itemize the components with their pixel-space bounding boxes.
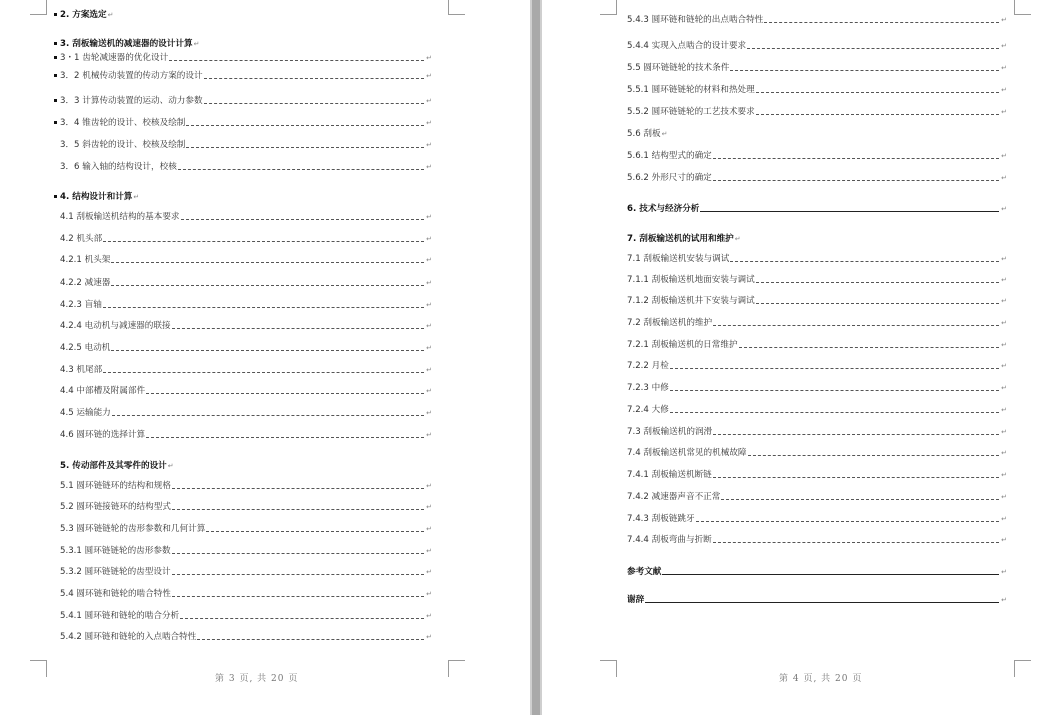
paragraph-mark-icon: ↵ xyxy=(1001,42,1007,50)
paragraph-mark-icon: ↵ xyxy=(426,568,432,576)
toc-entry-title: 7.2.3 中修 xyxy=(627,383,669,393)
toc-entry-title: 4.3 机尾部 xyxy=(60,365,103,375)
paragraph-mark-icon: ↵ xyxy=(107,11,114,19)
toc-dot-leader xyxy=(204,103,425,104)
toc-entry[interactable] xyxy=(60,458,432,472)
toc-entry[interactable] xyxy=(627,201,1007,215)
toc-dot-leader xyxy=(756,114,999,115)
paragraph-mark-icon: ↵ xyxy=(1001,493,1007,501)
toc-entry-title: 7.1 刮板输送机安装与调试 xyxy=(627,254,730,264)
toc-entry[interactable] xyxy=(627,564,1007,578)
paragraph-mark-icon: ↵ xyxy=(426,72,432,80)
paragraph-mark-icon: ↵ xyxy=(1001,108,1007,116)
toc-entry[interactable] xyxy=(627,592,1007,606)
toc-dot-leader xyxy=(180,618,424,619)
toc-entry[interactable] xyxy=(627,231,1007,245)
toc-entry[interactable] xyxy=(60,137,432,151)
paragraph-mark-icon: ↵ xyxy=(1001,152,1007,160)
toc-entry[interactable] xyxy=(627,358,1007,372)
toc-entry[interactable] xyxy=(60,586,432,600)
toc-dot-leader xyxy=(172,553,425,554)
toc-dot-leader xyxy=(181,219,425,220)
paragraph-mark-icon: ↵ xyxy=(426,163,432,171)
toc-entry[interactable] xyxy=(627,251,1007,265)
paragraph-mark-icon: ↵ xyxy=(1001,406,1007,414)
toc-entry[interactable] xyxy=(627,402,1007,416)
toc-entry-title: 7.1.1 刮板输送机地面安装与调试 xyxy=(627,275,755,285)
toc-dot-leader xyxy=(186,147,424,148)
crop-mark-bottom-right xyxy=(448,660,465,677)
toc-entry-title: 7.2.2 月检 xyxy=(627,361,669,371)
toc-entry[interactable] xyxy=(627,445,1007,459)
toc-entry[interactable] xyxy=(627,293,1007,307)
toc-dot-leader xyxy=(172,488,424,489)
paragraph-mark-icon: ↵ xyxy=(1001,276,1007,284)
paragraph-mark-icon: ↵ xyxy=(426,141,432,149)
toc-entry-title: 5.2 圆环链接链环的结构型式 xyxy=(60,502,171,512)
toc-dot-leader xyxy=(197,639,424,640)
toc-entry[interactable] xyxy=(60,275,432,289)
paragraph-mark-icon: ↵ xyxy=(734,235,741,243)
toc-entry[interactable] xyxy=(60,7,432,21)
toc-entry[interactable] xyxy=(60,564,432,578)
paragraph-mark-icon: ↵ xyxy=(193,40,200,48)
toc-dot-leader xyxy=(713,180,999,181)
toc-dot-leader xyxy=(756,92,999,93)
toc-dot-leader xyxy=(172,328,425,329)
toc-entry[interactable] xyxy=(627,489,1007,503)
crop-mark-bottom-left xyxy=(30,660,47,677)
toc-entry-title: 5.4.2 圆环链和链轮的入点啮合特性 xyxy=(60,632,197,642)
toc-entry[interactable] xyxy=(60,499,432,513)
toc-entry-title: 4.2.5 电动机 xyxy=(60,343,111,353)
toc-entry[interactable] xyxy=(627,315,1007,329)
paragraph-mark-icon: ↵ xyxy=(426,344,432,352)
toc-entry[interactable] xyxy=(627,511,1007,525)
toc-entry-title: 4.2.1 机头架 xyxy=(60,255,111,265)
paragraph-mark-icon: ↵ xyxy=(426,482,432,490)
paragraph-mark-icon: ↵ xyxy=(1001,536,1007,544)
toc-entry[interactable] xyxy=(60,68,432,82)
paragraph-mark-icon: ↵ xyxy=(426,119,432,127)
toc-dot-leader xyxy=(186,125,424,126)
toc-entry[interactable] xyxy=(627,532,1007,546)
page-gap-divider xyxy=(530,0,542,715)
toc-dot-leader xyxy=(700,211,999,212)
toc-entry-title: 5.3.1 圆环链链轮的齿形参数 xyxy=(60,546,171,556)
toc-entry[interactable] xyxy=(627,126,1007,140)
toc-entry[interactable] xyxy=(627,272,1007,286)
toc-entry[interactable] xyxy=(60,189,432,203)
toc-dot-leader xyxy=(713,325,999,326)
toc-entry[interactable] xyxy=(60,608,432,622)
crop-mark-bottom-left xyxy=(600,660,617,677)
paragraph-mark-icon: ↵ xyxy=(1001,297,1007,305)
paragraph-mark-icon: ↵ xyxy=(1001,341,1007,349)
toc-dot-leader xyxy=(111,262,424,263)
toc-entry-title: 5.5.1 圆环链链轮的材料和热处理 xyxy=(627,85,755,95)
toc-dot-leader xyxy=(721,499,999,500)
toc-entry[interactable] xyxy=(60,252,432,266)
toc-entry[interactable] xyxy=(60,318,432,332)
paragraph-mark-icon: ↵ xyxy=(426,525,432,533)
toc-entry[interactable] xyxy=(60,340,432,354)
toc-entry-title: 2. 方案选定 xyxy=(60,10,107,20)
toc-dot-leader xyxy=(748,455,1000,456)
toc-entry[interactable] xyxy=(60,50,432,64)
paragraph-mark-icon: ↵ xyxy=(426,409,432,417)
crop-mark-top-right xyxy=(448,0,465,15)
toc-entry-title: 7.4.3 刮板链跳牙 xyxy=(627,514,695,524)
paragraph-mark-icon: ↵ xyxy=(1001,362,1007,370)
toc-dot-leader xyxy=(169,60,424,61)
paragraph-mark-icon: ↵ xyxy=(1001,86,1007,94)
toc-dot-leader xyxy=(730,70,999,71)
toc-entry-title: 7.1.2 刮板输送机井下安装与调试 xyxy=(627,296,755,306)
toc-dot-leader xyxy=(747,48,999,49)
toc-dot-leader xyxy=(103,241,424,242)
toc-entry-title: 3．4 锥齿轮的设计、校核及绘制 xyxy=(60,118,186,128)
paragraph-mark-icon: ↵ xyxy=(661,130,668,138)
toc-dot-leader xyxy=(178,169,424,170)
toc-entry-title: 7. 刮板输送机的试用和维护 xyxy=(627,234,734,244)
paragraph-mark-icon: ↵ xyxy=(426,301,432,309)
toc-entry-title: 5.6.1 结构型式的确定 xyxy=(627,151,712,161)
paragraph-mark-icon: ↵ xyxy=(426,256,432,264)
toc-entry[interactable] xyxy=(60,405,432,419)
toc-entry-title: 3．5 斜齿轮的设计、校核及绘制 xyxy=(60,140,186,150)
toc-entry-title: 参考文献 xyxy=(627,567,662,577)
document-page-4 xyxy=(542,0,1060,715)
toc-dot-leader xyxy=(713,477,999,478)
toc-entry-title: 5.5 圆环链链轮的技术条件 xyxy=(627,63,730,73)
toc-entry-title: 7.4 刮板输送机常见的机械故障 xyxy=(627,448,747,458)
toc-dot-leader xyxy=(111,285,424,286)
toc-dot-leader xyxy=(172,574,425,575)
toc-dot-leader xyxy=(670,390,999,391)
toc-dot-leader xyxy=(756,303,999,304)
paragraph-mark-icon: ↵ xyxy=(1001,471,1007,479)
toc-dot-leader xyxy=(662,574,999,575)
paragraph-mark-icon: ↵ xyxy=(426,213,432,221)
toc-entry-title: 4.2.2 减速器 xyxy=(60,278,111,288)
toc-entry-title: 7.3 刮板输送机的润滑 xyxy=(627,427,713,437)
toc-entry-title: 3．6 输入轴的结构设计，校核 xyxy=(60,162,177,172)
toc-entry-title: 5. 传动部件及其零件的设计 xyxy=(60,461,167,471)
toc-entry[interactable] xyxy=(627,148,1007,162)
paragraph-mark-icon: ↵ xyxy=(426,633,432,641)
toc-entry-title: 5.6 刮板 xyxy=(627,129,661,139)
crop-mark-bottom-right xyxy=(1014,660,1031,677)
toc-dot-leader xyxy=(112,415,424,416)
toc-entry-title: 5.3 圆环链链轮的齿形参数和几何计算 xyxy=(60,524,206,534)
toc-entry-title: 5.6.2 外形尺寸的确定 xyxy=(627,173,712,183)
toc-entry-title: 7.4.2 减速器声音不正常 xyxy=(627,492,721,502)
toc-dot-leader xyxy=(206,531,424,532)
toc-entry-title: 5.4.4 实现入点啮合的设计要求 xyxy=(627,41,747,51)
toc-entry-title: 5.4 圆环链和链轮的啮合特性 xyxy=(60,589,171,599)
toc-dot-leader xyxy=(739,347,1000,348)
toc-entry[interactable] xyxy=(60,231,432,245)
toc-entry[interactable] xyxy=(60,629,432,643)
toc-dot-leader xyxy=(670,412,999,413)
toc-dot-leader xyxy=(764,22,999,23)
toc-entry-title: 7.2 刮板输送机的维护 xyxy=(627,318,713,328)
toc-entry-title: 7.4.4 刮板弯曲与折断 xyxy=(627,535,712,545)
toc-entry-title: 4.2.3 盲轴 xyxy=(60,300,102,310)
toc-entry[interactable] xyxy=(627,82,1007,96)
paragraph-mark-icon: ↵ xyxy=(426,503,432,511)
toc-entry-title: 5.5.2 圆环链链轮的工艺技术要求 xyxy=(627,107,755,117)
paragraph-mark-icon: ↵ xyxy=(426,235,432,243)
toc-entry[interactable] xyxy=(627,337,1007,351)
toc-entry[interactable] xyxy=(627,12,1007,26)
toc-entry[interactable] xyxy=(60,93,432,107)
paragraph-mark-icon: ↵ xyxy=(426,612,432,620)
paragraph-mark-icon: ↵ xyxy=(167,462,174,470)
toc-entry-title: 4.1 刮板输送机结构的基本要求 xyxy=(60,212,180,222)
toc-entry[interactable] xyxy=(60,427,432,441)
toc-dot-leader xyxy=(172,596,424,597)
toc-entry[interactable] xyxy=(60,159,432,173)
toc-entry-title: 4. 结构设计和计算 xyxy=(60,192,133,202)
toc-entry-title: 3．3 计算传动装置的运动、动力参数 xyxy=(60,96,203,106)
paragraph-mark-icon: ↵ xyxy=(1001,16,1007,24)
toc-entry[interactable] xyxy=(627,38,1007,52)
toc-dot-leader xyxy=(146,393,424,394)
page-footer: 第 3 页, 共 20 页 xyxy=(215,674,299,684)
toc-entry-title: 5.3.2 圆环链链轮的齿型设计 xyxy=(60,567,171,577)
toc-entry[interactable] xyxy=(60,362,432,376)
toc-entry-title: 5.4.1 圆环链和链轮的啮合分析 xyxy=(60,611,180,621)
paragraph-mark-icon: ↵ xyxy=(1001,568,1007,576)
paragraph-mark-icon: ↵ xyxy=(1001,205,1007,213)
toc-entry-title: 4.4 中部槽及附属部件 xyxy=(60,386,146,396)
toc-entry-title: 3. 刮板输送机的减速器的设计计算 xyxy=(60,39,193,49)
toc-entry[interactable] xyxy=(60,209,432,223)
toc-entry[interactable] xyxy=(627,467,1007,481)
toc-entry-title: 7.2.4 大修 xyxy=(627,405,669,415)
toc-entry[interactable] xyxy=(60,478,432,492)
toc-entry[interactable] xyxy=(627,380,1007,394)
toc-dot-leader xyxy=(146,437,424,438)
paragraph-mark-icon: ↵ xyxy=(426,366,432,374)
toc-dot-leader xyxy=(713,542,999,543)
paragraph-mark-icon: ↵ xyxy=(1001,64,1007,72)
toc-dot-leader xyxy=(696,521,1000,522)
paragraph-mark-icon: ↵ xyxy=(1001,515,1007,523)
toc-entry[interactable] xyxy=(627,424,1007,438)
toc-entry-title: 4.5 运输能力 xyxy=(60,408,111,418)
paragraph-mark-icon: ↵ xyxy=(1001,596,1007,604)
toc-dot-leader xyxy=(713,158,999,159)
paragraph-mark-icon: ↵ xyxy=(426,54,432,62)
toc-entry-title: 3・1 齿轮减速器的优化设计 xyxy=(60,53,169,63)
toc-entry[interactable] xyxy=(60,543,432,557)
toc-entry-title: 7.4.1 刮板输送机断链 xyxy=(627,470,712,480)
crop-mark-top-left xyxy=(30,0,47,15)
toc-entry-title: 4.2 机头部 xyxy=(60,234,103,244)
paragraph-mark-icon: ↵ xyxy=(426,547,432,555)
crop-mark-top-right xyxy=(1014,0,1031,15)
toc-entry[interactable] xyxy=(60,521,432,535)
toc-entry-title: 3．2 机械传动装置的传动方案的设计 xyxy=(60,71,203,81)
paragraph-mark-icon: ↵ xyxy=(426,387,432,395)
toc-entry[interactable] xyxy=(60,297,432,311)
paragraph-mark-icon: ↵ xyxy=(1001,428,1007,436)
paragraph-mark-icon: ↵ xyxy=(1001,449,1007,457)
toc-dot-leader xyxy=(111,350,424,351)
paragraph-mark-icon: ↵ xyxy=(426,279,432,287)
toc-dot-leader xyxy=(204,78,425,79)
toc-dot-leader xyxy=(756,282,999,283)
toc-entry-title: 4.6 圆环链的选择计算 xyxy=(60,430,146,440)
toc-dot-leader xyxy=(645,602,999,603)
paragraph-mark-icon: ↵ xyxy=(426,97,432,105)
toc-entry-title: 谢辞 xyxy=(627,595,645,605)
toc-entry[interactable] xyxy=(627,60,1007,74)
paragraph-mark-icon: ↵ xyxy=(1001,319,1007,327)
paragraph-mark-icon: ↵ xyxy=(426,322,432,330)
paragraph-mark-icon: ↵ xyxy=(1001,255,1007,263)
toc-entry[interactable] xyxy=(627,104,1007,118)
paragraph-mark-icon: ↵ xyxy=(1001,174,1007,182)
toc-entry[interactable] xyxy=(60,115,432,129)
toc-entry[interactable] xyxy=(60,36,432,50)
paragraph-mark-icon: ↵ xyxy=(1001,384,1007,392)
toc-entry-title: 5.1 圆环链链环的结构和规格 xyxy=(60,481,171,491)
paragraph-mark-icon: ↵ xyxy=(426,590,432,598)
toc-entry-title: 5.4.3 圆环链和链轮的出点啮合特性 xyxy=(627,15,764,25)
toc-dot-leader xyxy=(730,261,999,262)
toc-entry[interactable] xyxy=(627,170,1007,184)
paragraph-mark-icon: ↵ xyxy=(133,193,140,201)
toc-entry-title: 4.2.4 电动机与减速器的联接 xyxy=(60,321,171,331)
toc-dot-leader xyxy=(670,368,999,369)
page-footer: 第 4 页, 共 20 页 xyxy=(779,674,863,684)
toc-entry-title: 6. 技术与经济分析 xyxy=(627,204,700,214)
paragraph-mark-icon: ↵ xyxy=(426,431,432,439)
toc-dot-leader xyxy=(172,509,424,510)
toc-entry[interactable] xyxy=(60,383,432,397)
crop-mark-top-left xyxy=(600,0,617,15)
toc-dot-leader xyxy=(713,434,999,435)
toc-dot-leader xyxy=(103,307,424,308)
toc-dot-leader xyxy=(103,372,424,373)
toc-entry-title: 7.2.1 刮板输送机的日常维护 xyxy=(627,340,738,350)
